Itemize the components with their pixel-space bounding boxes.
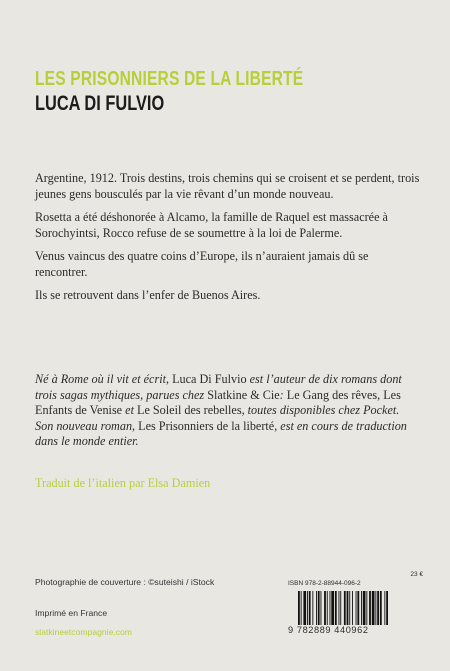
translator-credit: Traduit de l’italien par Elsa Damien [35,476,211,490]
barcode-bar [312,591,313,625]
barcode-bar [347,591,349,625]
price-label: 23 € [410,571,423,578]
barcode-bar [361,591,362,625]
barcode-bar [352,591,353,625]
barcode-bar [384,591,385,625]
book-title: LES PRISONNIERS DE LA LIBERTÉ [35,68,304,90]
synopsis-paragraph: Rosetta a été déshonorée à Alcamo, la famille de Raquel est massacrée à Sorochyintsi, Rocco refuse de se soumettre à la loi de Palerme. [35,210,388,240]
barcode-bar [330,591,331,625]
photo-credit: Photographie de couverture : ©suteishi / iStock [35,577,215,587]
barcode-bar [318,591,320,625]
barcode-bar [349,591,350,625]
isbn-label: ISBN 978-2-88944-096-2 [288,580,361,587]
author-bio: Né à Rome où il vit et écrit, Luca Di Fulvio est l’auteur de dix romans dont trois sagas mythiques, parues chez Slatkine & Cie: Le Gang des rêves, Les Enfants de Venise et Le Soleil des rebelles, toutes disponibles chez Pocket. Son nouveau roman, Les Prisonniers de la liberté, est en cours de traduction dans le monde entier. [35,372,407,448]
publisher-website: slatkineetcompagnie.com [35,627,132,637]
bio-book-title: Le Gang des rêves [286,387,378,402]
barcode-bar [327,591,328,625]
barcode-bar [309,591,311,625]
bio-book-title: Le Soleil des rebelles [137,403,242,417]
synopsis-paragraph: Venus vaincus des quatre coins d’Europe, ils n’auraient jamais dû se rencontrer. [35,249,369,279]
bio-book-title: Les Enfants de Venise [35,387,401,417]
bio-publisher: Slatkine & Cie [207,387,280,402]
barcode-bar [377,591,379,625]
barcode-bar [301,591,302,625]
barcode-bar [357,591,359,625]
barcode-bar [307,591,308,625]
barcode-bar [298,591,300,625]
barcode-bar [344,591,346,625]
barcode-bar [386,591,388,625]
barcode-bar [356,591,357,625]
barcode-digits: 9 782889 440962 [288,625,369,635]
barcode-bar [375,591,376,625]
synopsis-paragraph: Argentine, 1912. Trois destins, trois chemins qui se croisent et se perdent, trois jeunes gens bousculés par la vie rêvant d’un monde nouveau. [35,171,420,201]
barcode-bar [321,591,322,625]
barcode-bar [372,591,375,625]
printed-in: Imprimé en France [35,608,108,618]
barcode-bar [366,591,367,625]
barcode-bar [339,591,340,625]
synopsis [35,171,420,312]
synopsis-paragraph: Ils se retrouvent dans l’enfer de Buenos Aires. [35,288,261,302]
barcode-bar [331,591,334,625]
barcode-block [288,571,423,656]
barcode-bar [324,591,326,625]
author-name: LUCA DI FULVIO [35,92,165,115]
barcode-bar [369,591,371,625]
barcode-bar [340,591,341,625]
bio-author-name: Luca Di Fulvio [172,372,247,386]
barcode-bar [363,591,366,625]
barcode-bars [298,591,418,625]
barcode-bar [380,591,382,625]
barcode-bar [316,591,317,625]
bio-book-title: Les Prisonniers de la liberté [138,418,275,433]
barcode-bar [335,591,337,625]
barcode-bar [303,591,306,625]
